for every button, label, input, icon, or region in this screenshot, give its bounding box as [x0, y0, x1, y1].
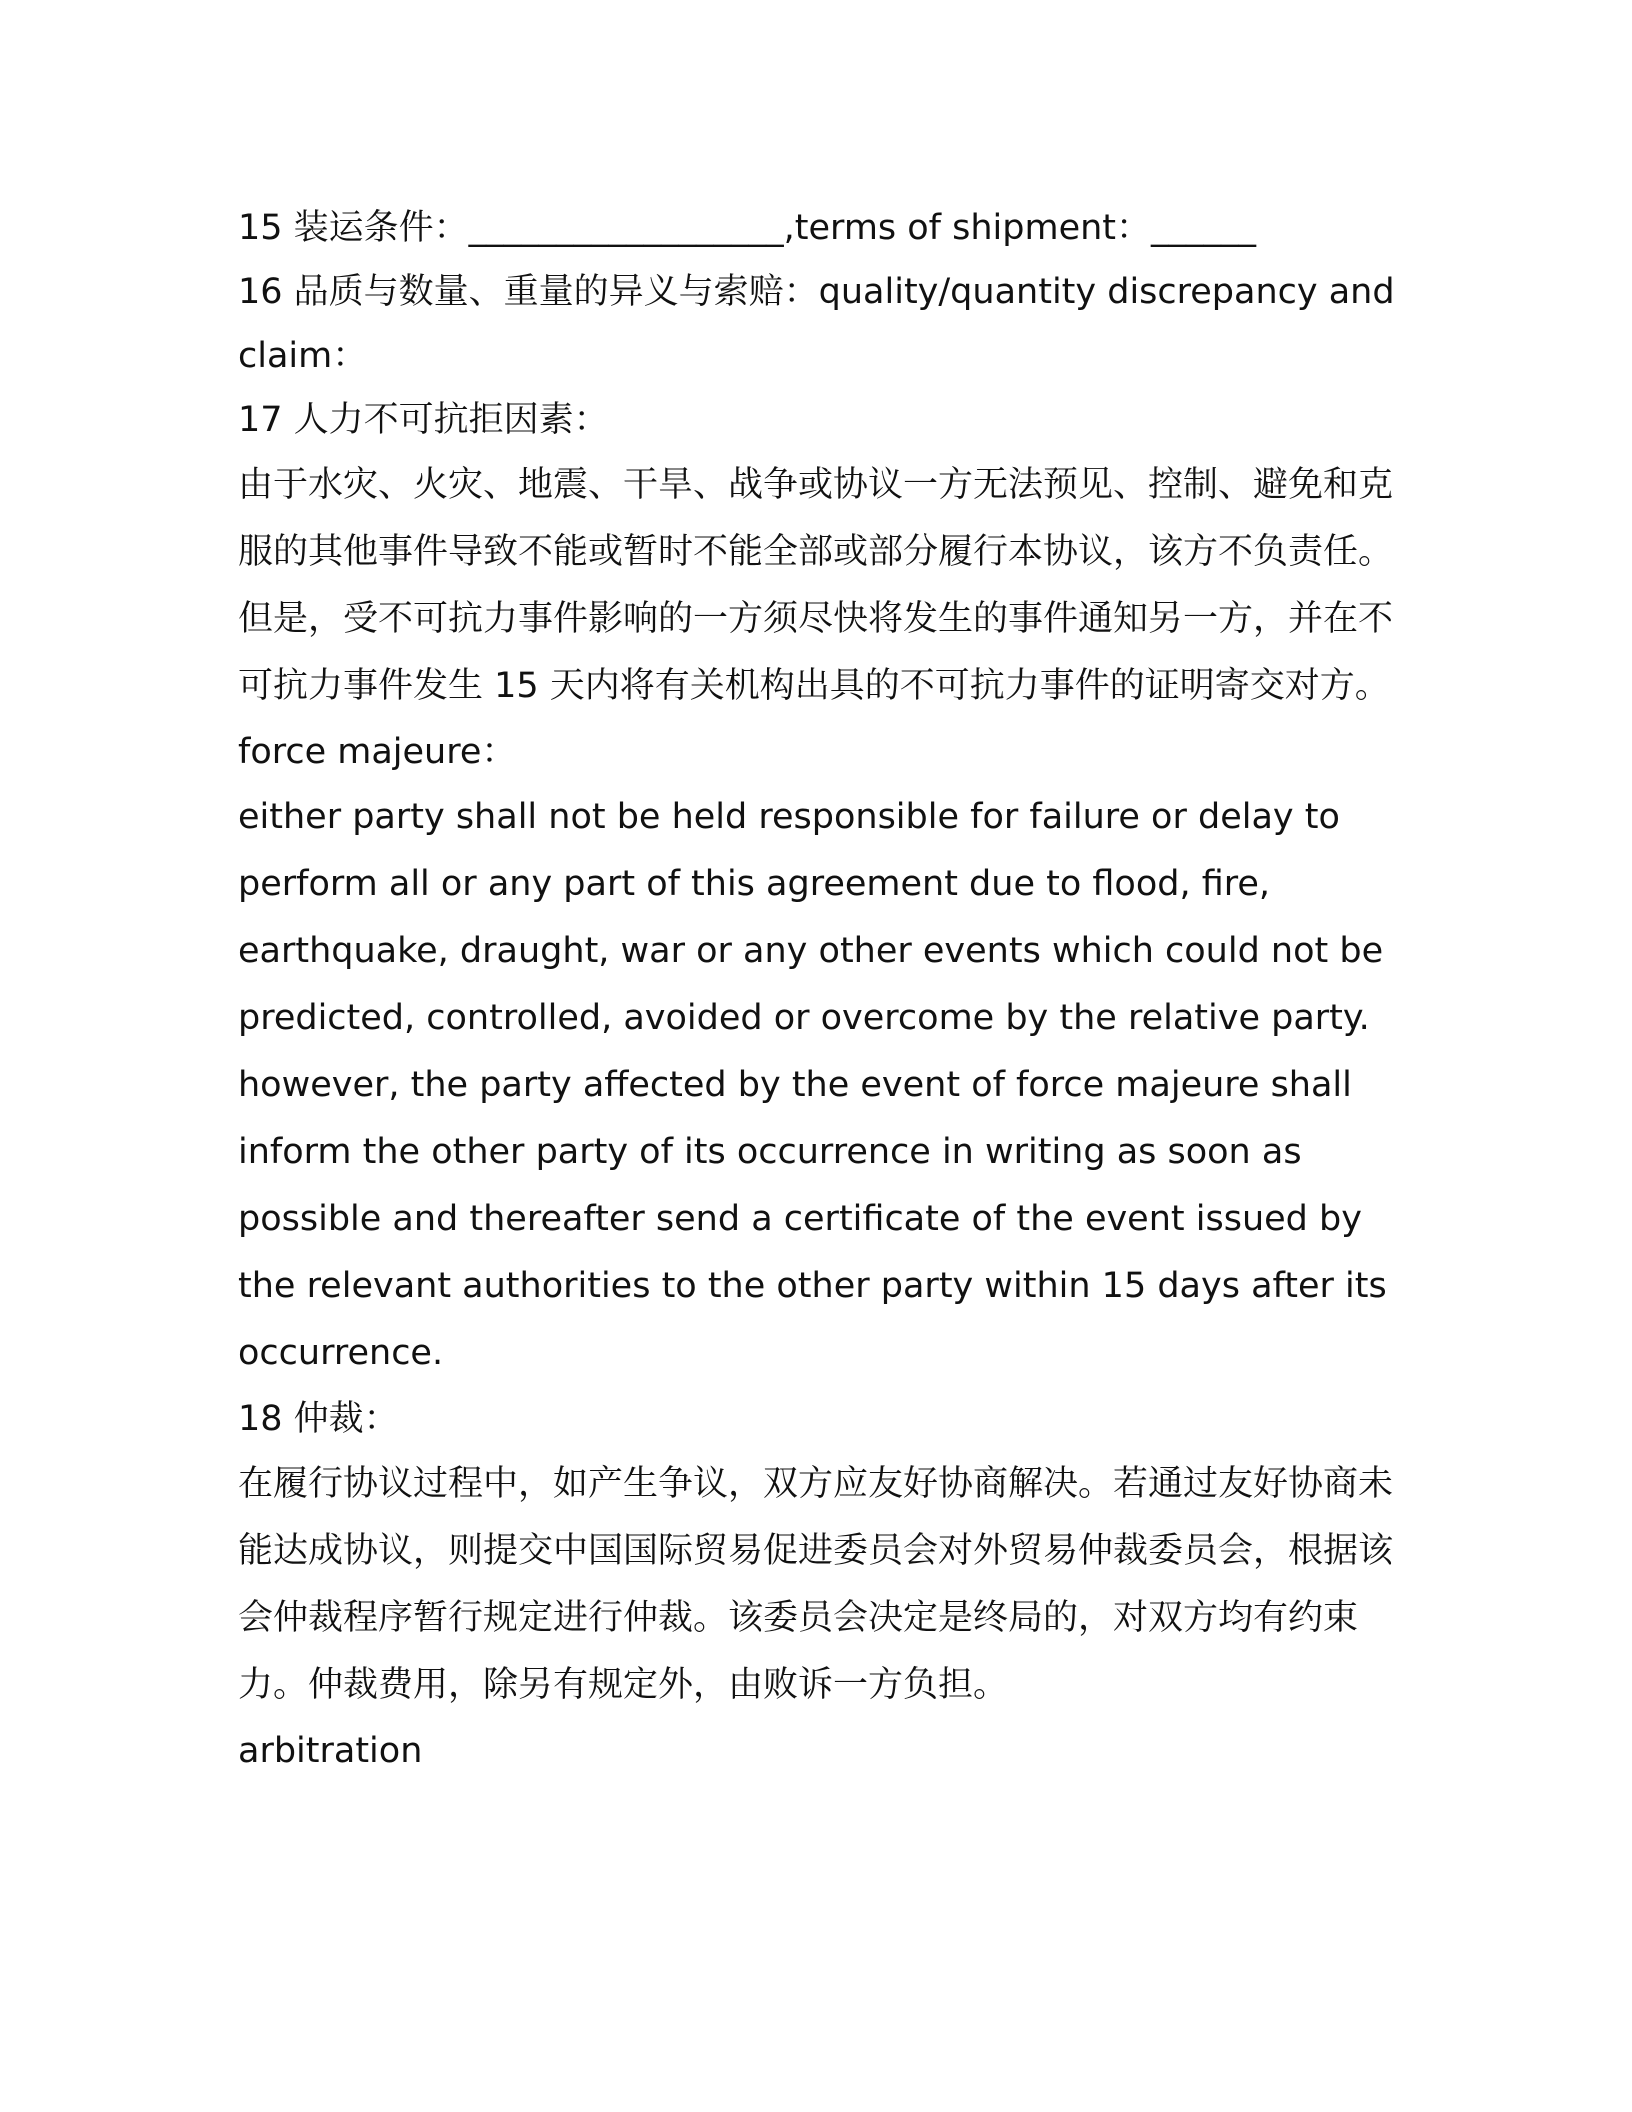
clause-17-english-text: either party shall not be held responsible for failure or delay to perform all or any part of this agreement due to flood, fire, earthquake, draught, war or any other events which could not be predicted, controlled, avoided or overcome by the relative party. however, the party affected by the event of force majeure shall inform the other party of its occurrence in writing as soon as possible and thereafter send a certificate of the event issued by the relevant authorities to the other party within 15 days after its occurrence. — [238, 797, 1387, 1373]
clause-18-chinese-text: 在履行协议过程中，如产生争议，双方应友好协商解决。若通过友好协商未能达成协议，则提交中国国际贸易促进委员会对外贸易仲裁委员会，根据该会仲裁程序暂行规定进行仲裁。该委员会决定是终局的，对双方均有约束力。仲裁费用，除另有规定外，由败诉一方负担。 — [238, 1464, 1394, 1705]
clause-16-quality-quantity-claim: 16 品质与数量、重量的异义与索赔：quality/quantity discrepancy and claim： — [238, 272, 1395, 376]
clause-15-terms-of-shipment: 15 装运条件：__________________,terms of shipment：______ — [238, 208, 1257, 248]
clause-17-heading: 17 人力不可抗拒因素： — [238, 400, 609, 440]
clause-18-english-heading: arbitration — [238, 1731, 423, 1771]
clause-18-heading: 18 仲裁： — [238, 1399, 399, 1439]
clause-17-english-heading: force majeure： — [238, 732, 517, 772]
document-body — [238, 196, 1398, 1783]
clause-17-chinese-text: 由于水灾、火灾、地震、干旱、战争或协议一方无法预见、控制、避免和克服的其他事件导致不能或暂时不能全部或部分履行本协议，该方不负责任。但是，受不可抗力事件影响的一方须尽快将发生的事件通知另一方，并在不可抗力事件发生 15 天内将有关机构出具的不可抗力事件的证明寄交对方。 — [238, 465, 1394, 706]
